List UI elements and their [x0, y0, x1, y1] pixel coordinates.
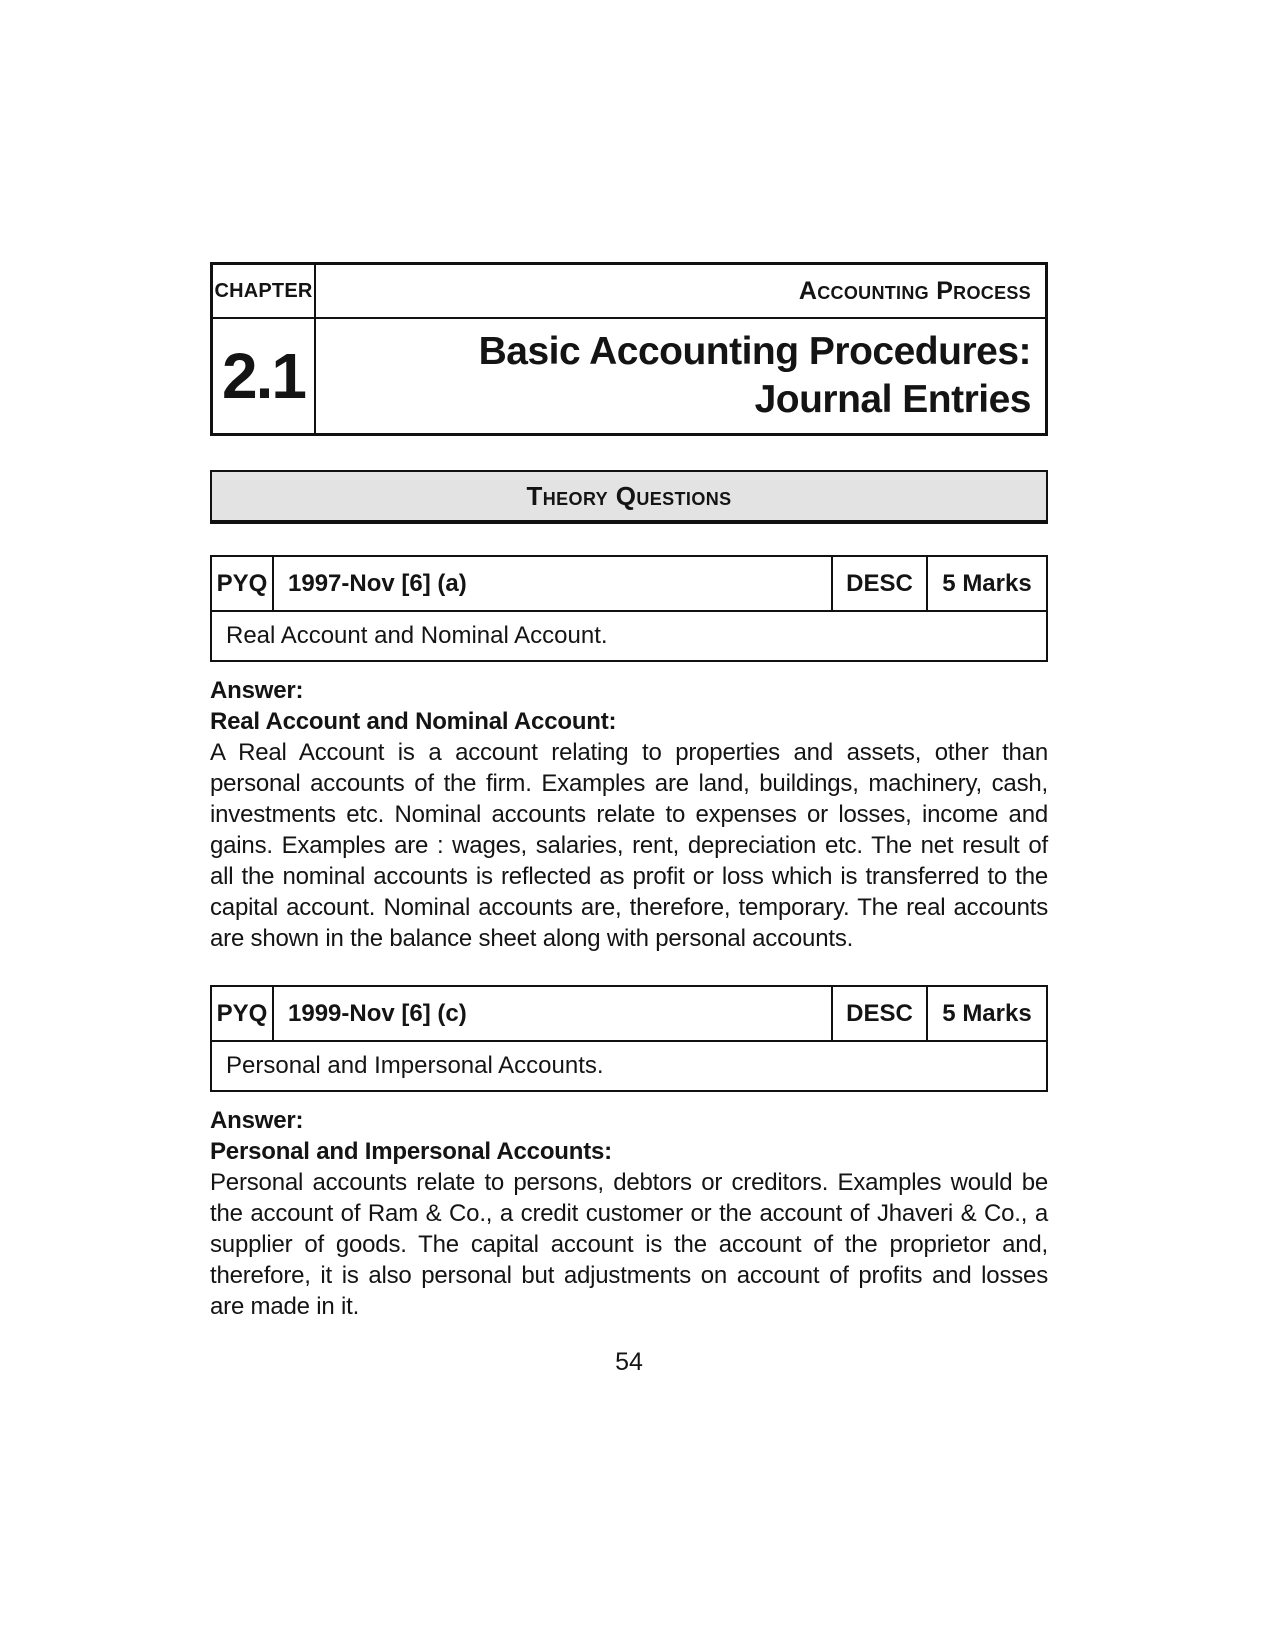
chapter-header-table [210, 262, 1048, 436]
question-table-2 [210, 985, 1048, 1092]
answer-heading: Real Account and Nominal Account: [210, 708, 617, 735]
answer-body: A Real Account is a account relating to properties and assets, other than personal accounts of the firm. Examples are land, buildings, machinery, cash, investments etc. Nominal accounts relate to expenses or losses, income and gains. Examples are : wages, salaries, rent, depreciation etc. The net result of all the nominal accounts is reflected as profit or loss which is transferred to the capital account. Nominal accounts are, therefore, temporary. The real accounts are shown in the balance sheet along with personal accounts. [210, 739, 1048, 952]
chapter-header-row-top [213, 265, 1045, 319]
question-ref: 1997-Nov [6] (a) [274, 557, 833, 610]
question-marks: 5 Marks [942, 569, 1032, 597]
question-meta-row [212, 987, 1046, 1042]
answer-label: Answer: [210, 1107, 304, 1134]
section-title: Accounting Process [798, 276, 1031, 305]
theory-questions-banner: Theory Questions [210, 470, 1048, 524]
answer-label: Answer: [210, 677, 304, 704]
chapter-title [316, 319, 1045, 433]
page-number: 54 [615, 1348, 643, 1376]
chapter-header-row-main [213, 319, 1045, 433]
chapter-number: 2.1 [213, 319, 316, 433]
chapter-title-line2: Journal Entries [754, 378, 1031, 421]
question-text: Personal and Impersonal Accounts. [226, 1052, 604, 1079]
question-type: DESC [833, 557, 928, 610]
chapter-title-line1: Basic Accounting Procedures: [478, 330, 1031, 373]
question-marks: 5 Marks [942, 999, 1032, 1027]
answer-body: Personal accounts relate to persons, debtors or creditors. Examples would be the account of Ram & Co., a credit customer or the account of Jhaveri & Co., a supplier of goods. The capital account is the account of the proprietor and, therefore, it is also personal but adjustments on account of profits and losses are made in it. [210, 1169, 1048, 1320]
question-tag: PYQ [212, 557, 274, 610]
page-content [210, 262, 1048, 1377]
question-tag: PYQ [212, 987, 274, 1040]
answer-block-2 [210, 1105, 1048, 1322]
question-meta-row [212, 557, 1046, 612]
question-text: Real Account and Nominal Account. [226, 622, 608, 649]
question-table-1 [210, 555, 1048, 662]
answer-block-1 [210, 675, 1048, 954]
question-ref: 1999-Nov [6] (c) [274, 987, 833, 1040]
answer-heading: Personal and Impersonal Accounts: [210, 1138, 612, 1165]
chapter-label: CHAPTER [213, 265, 316, 317]
question-type: DESC [833, 987, 928, 1040]
